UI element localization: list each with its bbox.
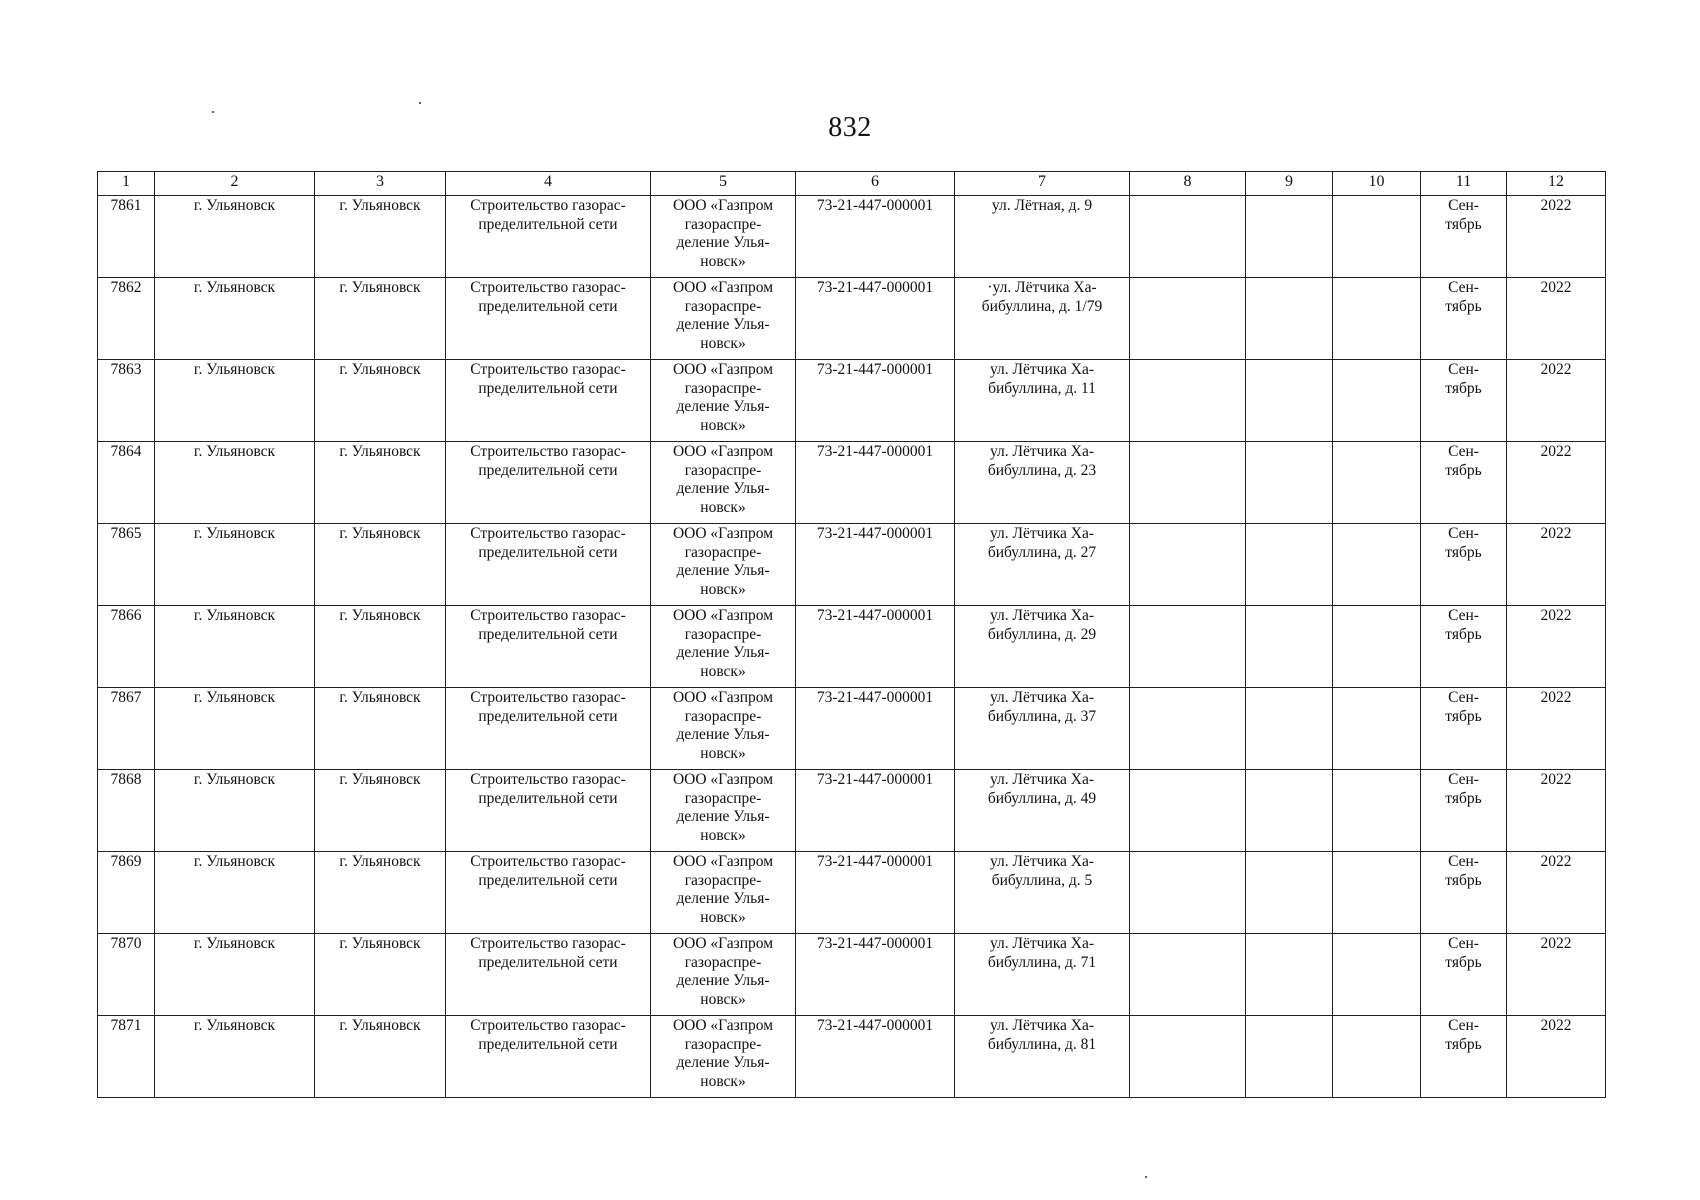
cell-locality: г. Ульяновск: [315, 852, 446, 934]
cell-organization: ООО «Газпром газораспре- деление Улья- новск»: [651, 852, 796, 934]
cell-organization: ООО «Газпром газораспре- деление Улья- новск»: [651, 360, 796, 442]
cell-row-number: 7863: [98, 360, 155, 442]
table-row: [98, 360, 1606, 442]
cell-row-number: 7870: [98, 934, 155, 1016]
cell-year: 2022: [1507, 770, 1606, 852]
cell-organization: ООО «Газпром газораспре- деление Улья- новск»: [651, 606, 796, 688]
cell-object-code: 73-21-447-000001: [796, 688, 955, 770]
cell-organization: ООО «Газпром газораспре- деление Улья- новск»: [651, 934, 796, 1016]
cell-col-8: [1130, 442, 1246, 524]
cell-work-type: Строительство газорас- пределительной сети: [446, 688, 651, 770]
cell-year: 2022: [1507, 360, 1606, 442]
cell-month: Сен- тябрь: [1421, 278, 1507, 360]
cell-region: г. Ульяновск: [155, 196, 315, 278]
cell-locality: г. Ульяновск: [315, 196, 446, 278]
cell-organization: ООО «Газпром газораспре- деление Улья- новск»: [651, 770, 796, 852]
cell-col-10: [1333, 196, 1421, 278]
cell-region: г. Ульяновск: [155, 278, 315, 360]
cell-col-9: [1246, 442, 1333, 524]
column-header-4: 4: [446, 172, 651, 196]
cell-region: г. Ульяновск: [155, 770, 315, 852]
cell-address: ул. Лётчика Ха- бибуллина, д. 71: [955, 934, 1130, 1016]
cell-row-number: 7868: [98, 770, 155, 852]
table-row: [98, 852, 1606, 934]
cell-col-9: [1246, 770, 1333, 852]
cell-month: Сен- тябрь: [1421, 196, 1507, 278]
column-header-1: 1: [98, 172, 155, 196]
cell-year: 2022: [1507, 1016, 1606, 1098]
column-header-8: 8: [1130, 172, 1246, 196]
cell-object-code: 73-21-447-000001: [796, 360, 955, 442]
cell-col-8: [1130, 852, 1246, 934]
column-header-7: 7: [955, 172, 1130, 196]
cell-organization: ООО «Газпром газораспре- деление Улья- новск»: [651, 196, 796, 278]
cell-col-8: [1130, 1016, 1246, 1098]
cell-col-8: [1130, 770, 1246, 852]
cell-region: г. Ульяновск: [155, 360, 315, 442]
cell-year: 2022: [1507, 688, 1606, 770]
table-header-row: [98, 172, 1606, 196]
cell-col-8: [1130, 278, 1246, 360]
cell-work-type: Строительство газорас- пределительной сети: [446, 1016, 651, 1098]
table-row: [98, 688, 1606, 770]
cell-month: Сен- тябрь: [1421, 360, 1507, 442]
cell-object-code: 73-21-447-000001: [796, 196, 955, 278]
cell-organization: ООО «Газпром газораспре- деление Улья- новск»: [651, 278, 796, 360]
cell-region: г. Ульяновск: [155, 688, 315, 770]
cell-col-10: [1333, 934, 1421, 1016]
cell-region: г. Ульяновск: [155, 934, 315, 1016]
cell-year: 2022: [1507, 442, 1606, 524]
cell-address: ул. Лётная, д. 9: [955, 196, 1130, 278]
cell-organization: ООО «Газпром газораспре- деление Улья- новск»: [651, 442, 796, 524]
cell-address: ул. Лётчика Ха- бибуллина, д. 49: [955, 770, 1130, 852]
column-header-9: 9: [1246, 172, 1333, 196]
cell-address: ул. Лётчика Ха- бибуллина, д. 29: [955, 606, 1130, 688]
cell-locality: г. Ульяновск: [315, 442, 446, 524]
cell-year: 2022: [1507, 524, 1606, 606]
cell-work-type: Строительство газорас- пределительной сети: [446, 606, 651, 688]
page-number: 832: [828, 112, 872, 143]
cell-col-9: [1246, 360, 1333, 442]
cell-col-10: [1333, 770, 1421, 852]
cell-row-number: 7861: [98, 196, 155, 278]
cell-address: ул. Лётчика Ха- бибуллина, д. 81: [955, 1016, 1130, 1098]
cell-work-type: Строительство газорас- пределительной сети: [446, 196, 651, 278]
cell-month: Сен- тябрь: [1421, 770, 1507, 852]
cell-row-number: 7869: [98, 852, 155, 934]
column-header-6: 6: [796, 172, 955, 196]
cell-year: 2022: [1507, 852, 1606, 934]
cell-work-type: Строительство газорас- пределительной сети: [446, 278, 651, 360]
cell-object-code: 73-21-447-000001: [796, 1016, 955, 1098]
column-header-10: 10: [1333, 172, 1421, 196]
cell-month: Сен- тябрь: [1421, 688, 1507, 770]
cell-object-code: 73-21-447-000001: [796, 524, 955, 606]
cell-organization: ООО «Газпром газораспре- деление Улья- новск»: [651, 524, 796, 606]
cell-col-8: [1130, 606, 1246, 688]
cell-work-type: Строительство газорас- пределительной сети: [446, 524, 651, 606]
column-header-2: 2: [155, 172, 315, 196]
cell-col-10: [1333, 360, 1421, 442]
cell-col-9: [1246, 606, 1333, 688]
cell-object-code: 73-21-447-000001: [796, 442, 955, 524]
cell-month: Сен- тябрь: [1421, 1016, 1507, 1098]
table-row: [98, 606, 1606, 688]
cell-year: 2022: [1507, 934, 1606, 1016]
cell-col-8: [1130, 524, 1246, 606]
cell-col-8: [1130, 688, 1246, 770]
cell-region: г. Ульяновск: [155, 442, 315, 524]
cell-col-10: [1333, 688, 1421, 770]
cell-address: ·ул. Лётчика Ха- бибуллина, д. 1/79: [955, 278, 1130, 360]
cell-object-code: 73-21-447-000001: [796, 606, 955, 688]
cell-col-9: [1246, 278, 1333, 360]
cell-col-8: [1130, 934, 1246, 1016]
cell-object-code: 73-21-447-000001: [796, 770, 955, 852]
cell-object-code: 73-21-447-000001: [796, 852, 955, 934]
cell-locality: г. Ульяновск: [315, 278, 446, 360]
cell-address: ул. Лётчика Ха- бибуллина, д. 23: [955, 442, 1130, 524]
cell-work-type: Строительство газорас- пределительной сети: [446, 852, 651, 934]
cell-row-number: 7862: [98, 278, 155, 360]
cell-locality: г. Ульяновск: [315, 606, 446, 688]
cell-col-9: [1246, 196, 1333, 278]
cell-col-10: [1333, 1016, 1421, 1098]
cell-year: 2022: [1507, 196, 1606, 278]
table-row: [98, 1016, 1606, 1098]
cell-address: ул. Лётчика Ха- бибуллина, д. 27: [955, 524, 1130, 606]
table-row: [98, 770, 1606, 852]
register-table: [97, 171, 1606, 1098]
table-row: [98, 196, 1606, 278]
cell-month: Сен- тябрь: [1421, 606, 1507, 688]
cell-col-9: [1246, 852, 1333, 934]
cell-row-number: 7865: [98, 524, 155, 606]
cell-object-code: 73-21-447-000001: [796, 278, 955, 360]
cell-year: 2022: [1507, 278, 1606, 360]
column-header-3: 3: [315, 172, 446, 196]
cell-row-number: 7871: [98, 1016, 155, 1098]
cell-row-number: 7867: [98, 688, 155, 770]
cell-locality: г. Ульяновск: [315, 360, 446, 442]
cell-col-8: [1130, 360, 1246, 442]
scan-speck: [419, 102, 421, 104]
cell-address: ул. Лётчика Ха- бибуллина, д. 37: [955, 688, 1130, 770]
cell-col-8: [1130, 196, 1246, 278]
cell-col-10: [1333, 524, 1421, 606]
cell-year: 2022: [1507, 606, 1606, 688]
cell-col-10: [1333, 278, 1421, 360]
cell-col-9: [1246, 934, 1333, 1016]
table-row: [98, 278, 1606, 360]
table-body: [98, 196, 1606, 1098]
cell-work-type: Строительство газорас- пределительной сети: [446, 934, 651, 1016]
cell-work-type: Строительство газорас- пределительной сети: [446, 770, 651, 852]
table-row: [98, 934, 1606, 1016]
cell-col-9: [1246, 524, 1333, 606]
cell-month: Сен- тябрь: [1421, 852, 1507, 934]
cell-col-9: [1246, 688, 1333, 770]
column-header-12: 12: [1507, 172, 1606, 196]
cell-locality: г. Ульяновск: [315, 524, 446, 606]
column-header-11: 11: [1421, 172, 1507, 196]
cell-object-code: 73-21-447-000001: [796, 934, 955, 1016]
cell-locality: г. Ульяновск: [315, 688, 446, 770]
cell-address: ул. Лётчика Ха- бибуллина, д. 5: [955, 852, 1130, 934]
cell-month: Сен- тябрь: [1421, 442, 1507, 524]
scan-speck: [212, 111, 214, 113]
table-row: [98, 524, 1606, 606]
table-row: [98, 442, 1606, 524]
cell-locality: г. Ульяновск: [315, 770, 446, 852]
cell-address: ул. Лётчика Ха- бибуллина, д. 11: [955, 360, 1130, 442]
cell-organization: ООО «Газпром газораспре- деление Улья- новск»: [651, 1016, 796, 1098]
cell-organization: ООО «Газпром газораспре- деление Улья- новск»: [651, 688, 796, 770]
cell-col-10: [1333, 606, 1421, 688]
cell-col-10: [1333, 852, 1421, 934]
cell-work-type: Строительство газорас- пределительной сети: [446, 442, 651, 524]
cell-region: г. Ульяновск: [155, 606, 315, 688]
cell-region: г. Ульяновск: [155, 852, 315, 934]
cell-row-number: 7866: [98, 606, 155, 688]
cell-region: г. Ульяновск: [155, 524, 315, 606]
cell-locality: г. Ульяновск: [315, 934, 446, 1016]
cell-month: Сен- тябрь: [1421, 524, 1507, 606]
cell-month: Сен- тябрь: [1421, 934, 1507, 1016]
cell-col-9: [1246, 1016, 1333, 1098]
cell-region: г. Ульяновск: [155, 1016, 315, 1098]
column-header-5: 5: [651, 172, 796, 196]
cell-work-type: Строительство газорас- пределительной сети: [446, 360, 651, 442]
cell-row-number: 7864: [98, 442, 155, 524]
scan-speck: [1145, 1176, 1147, 1178]
cell-locality: г. Ульяновск: [315, 1016, 446, 1098]
cell-col-10: [1333, 442, 1421, 524]
